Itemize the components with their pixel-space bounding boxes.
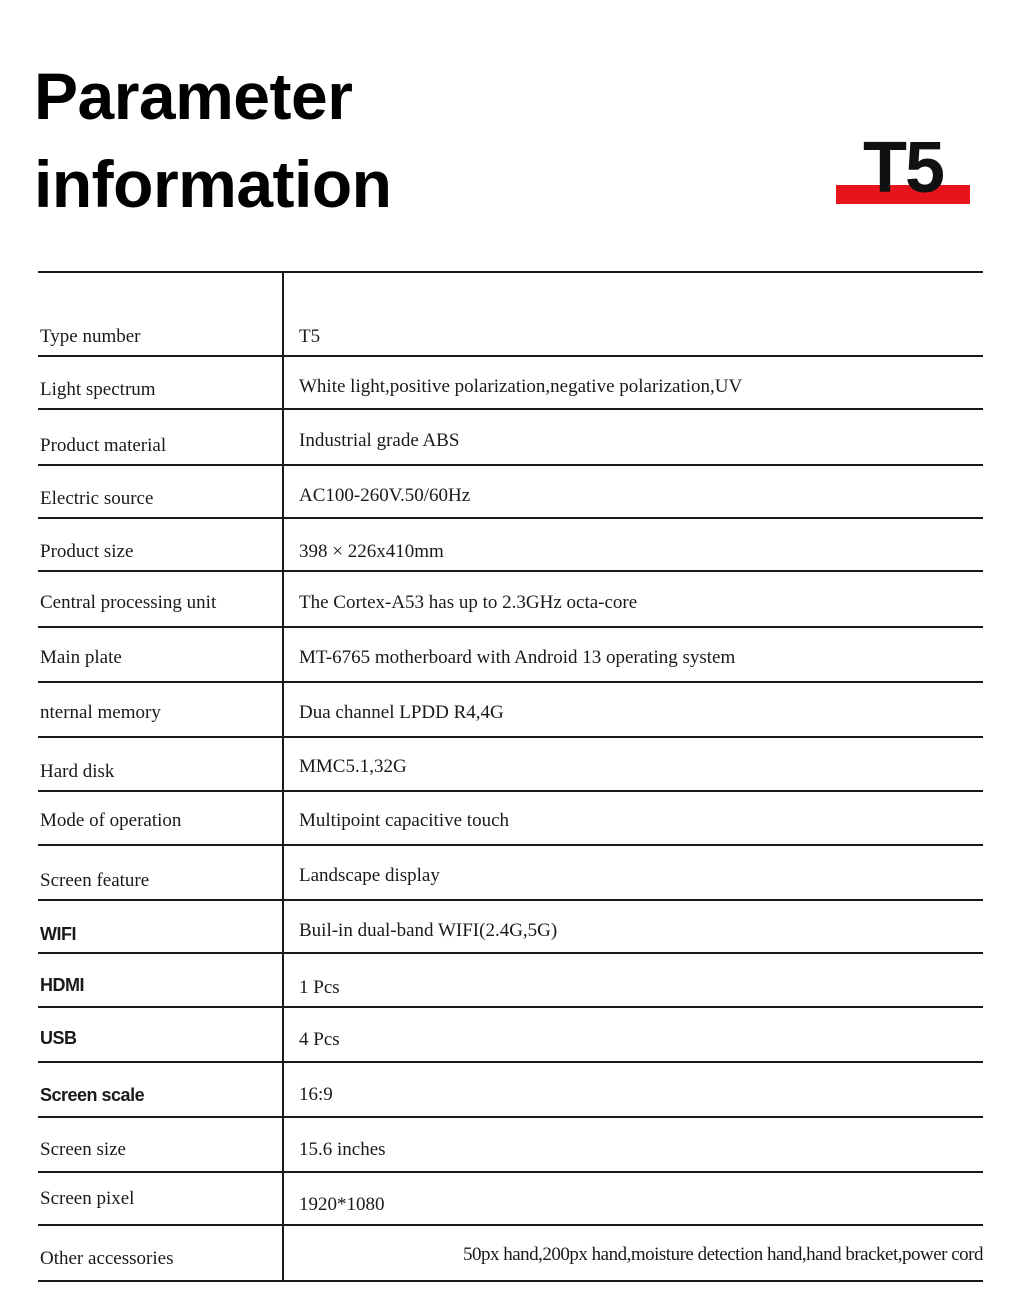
row-value: Dua channel LPDD R4,4G (299, 702, 504, 723)
table-row (38, 465, 983, 518)
row-label: Other accessories (38, 1225, 283, 1281)
table-row (38, 1225, 983, 1281)
row-label: Hard disk (38, 737, 283, 791)
table-row (38, 356, 983, 409)
row-label: Central processing unit (38, 571, 283, 627)
table-row (38, 791, 983, 845)
table-row (38, 1172, 983, 1225)
row-value: T5 (299, 326, 321, 347)
row-value: Landscape display (299, 865, 440, 886)
table-row (38, 1062, 983, 1117)
row-value: 1920*1080 (299, 1194, 385, 1215)
table-row (38, 1117, 983, 1172)
row-value: White light,positive polarization,negative polarization,UV (299, 376, 743, 397)
row-label: USB (38, 1007, 283, 1062)
row-label: Product material (38, 409, 283, 465)
row-value: MMC5.1,32G (299, 756, 407, 777)
row-value: 398 × 226x410mm (299, 541, 444, 562)
row-label: Electric source (38, 465, 283, 518)
row-value: Industrial grade ABS (299, 430, 460, 451)
row-value: 1 Pcs (299, 977, 340, 998)
table-row (38, 409, 983, 465)
row-label: Mode of operation (38, 791, 283, 845)
row-value: The Cortex-A53 has up to 2.3GHz octa-core (299, 592, 638, 613)
model-badge (836, 134, 970, 204)
row-label: Light spectrum (38, 356, 283, 409)
row-label: WIFI (38, 900, 283, 953)
row-value: 15.6 inches (299, 1139, 386, 1160)
row-label: Screen size (38, 1117, 283, 1172)
table-row (38, 571, 983, 627)
table-row (38, 1007, 983, 1062)
row-label: HDMI (38, 953, 283, 1007)
row-value: 4 Pcs (299, 1029, 340, 1050)
parameter-table (38, 271, 983, 1282)
row-value: Buil-in dual-band WIFI(2.4G,5G) (299, 920, 558, 941)
row-label: Screen scale (38, 1062, 283, 1117)
table-row (38, 953, 983, 1007)
row-label: Screen pixel (38, 1172, 283, 1225)
table-row (38, 900, 983, 953)
row-value: AC100-260V.50/60Hz (299, 485, 471, 506)
table-row (38, 737, 983, 791)
page-title-line-2: information (34, 147, 392, 221)
row-label: Main plate (38, 627, 283, 682)
row-value: MT-6765 motherboard with Android 13 operating system (299, 647, 736, 668)
model-badge-text: T5 (862, 134, 944, 204)
row-label: Type number (38, 272, 283, 356)
row-label: Screen feature (38, 845, 283, 900)
row-label: Product size (38, 518, 283, 571)
table-row (38, 682, 983, 737)
page-title-line-1: Parameter (34, 59, 353, 133)
table-row (38, 518, 983, 571)
row-value: 50px hand,200px hand,moisture detection hand,hand bracket,power cord (462, 1244, 983, 1265)
table-row (38, 845, 983, 900)
row-label: nternal memory (38, 682, 283, 737)
page-title (34, 52, 391, 228)
row-value: Multipoint capacitive touch (299, 810, 510, 831)
row-value: 16:9 (299, 1084, 333, 1105)
table-row (38, 627, 983, 682)
table-row (38, 272, 983, 356)
